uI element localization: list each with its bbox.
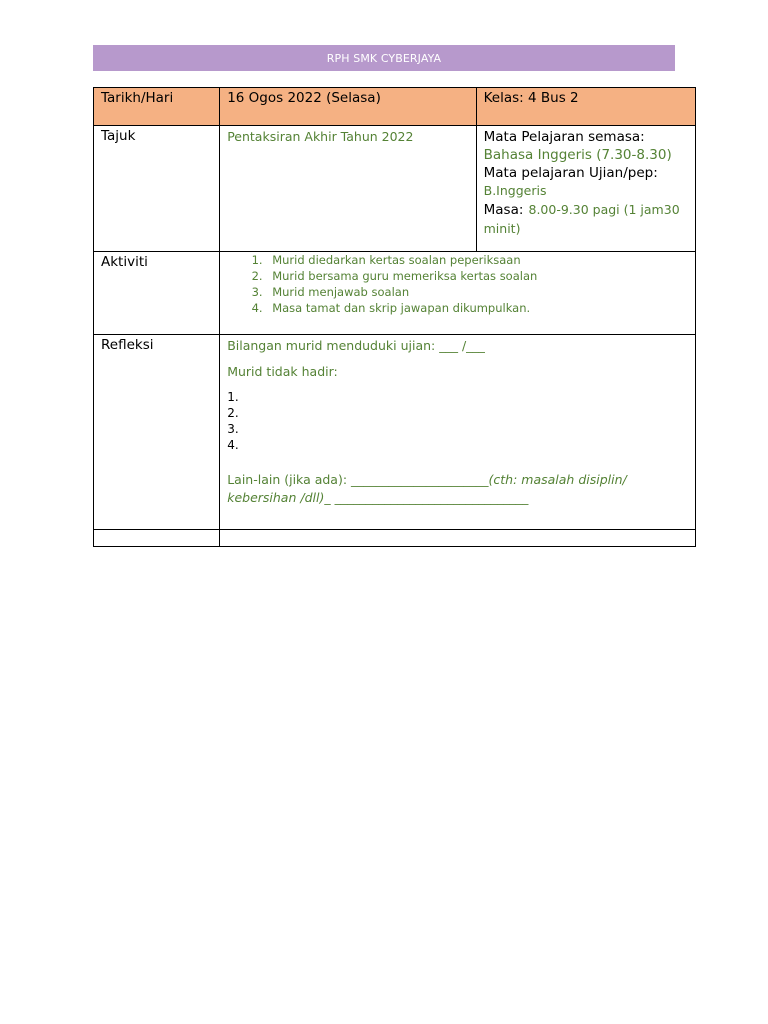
empty-cell	[94, 530, 220, 547]
attendance-count: Bilangan murid menduduki ujian: ___ /___	[227, 338, 485, 353]
other-notes	[227, 471, 688, 507]
time-value: 8.00-9.30 pagi (1 jam30 minit)	[483, 202, 680, 236]
tajuk-row	[94, 126, 696, 252]
banner-title: RPH SMK CYBERJAYA	[326, 51, 442, 65]
class-value: Kelas: 4 Bus 2	[483, 90, 579, 106]
aktiviti-item: 4. Masa tamat dan skrip jawapan dikumpulkan.	[266, 300, 695, 316]
class-cell	[476, 88, 695, 126]
subject-exam-value: B.Inggeris	[483, 183, 547, 198]
refleksi-cell	[220, 335, 696, 530]
subject-cell	[476, 126, 695, 252]
tajuk-value: Pentaksiran Akhir Tahun 2022	[227, 129, 414, 144]
aktiviti-row	[94, 252, 696, 335]
refleksi-label: Refleksi	[101, 337, 154, 353]
absent-item: 2.	[227, 406, 239, 420]
date-label: Tarikh/Hari	[101, 90, 174, 106]
subject-exam-label: Mata pelajaran Ujian/pep:	[483, 165, 658, 181]
absent-item: 4.	[227, 438, 239, 452]
tajuk-cell	[220, 126, 476, 252]
aktiviti-label-cell	[94, 252, 220, 335]
absent-label: Murid tidak hadir:	[227, 364, 338, 379]
rph-table	[93, 87, 696, 547]
aktiviti-item: 2. Murid bersama guru memeriksa kertas soalan	[266, 268, 695, 284]
time-label: Masa:	[483, 202, 524, 218]
subject-current-label: Mata Pelajaran semasa:	[483, 129, 645, 145]
absent-item: 1.	[227, 390, 239, 404]
aktiviti-cell	[220, 252, 696, 335]
empty-row	[94, 530, 696, 547]
refleksi-row	[94, 335, 696, 530]
absent-item: 3.	[227, 422, 239, 436]
document-banner	[93, 45, 675, 71]
aktiviti-item: 1. Murid diedarkan kertas soalan peperiksaan	[266, 252, 695, 268]
aktiviti-list	[220, 252, 695, 316]
other-example: (cth: masalah disiplin/ kebersihan /dll)	[227, 472, 627, 505]
date-value: 16 Ogos 2022 (Selasa)	[227, 90, 381, 106]
other-prefix: Lain-lain (jika ada): ______________________	[227, 472, 489, 487]
header-row	[94, 88, 696, 126]
date-label-cell	[94, 88, 220, 126]
subject-current-value: Bahasa Inggeris (7.30-8.30)	[483, 147, 672, 163]
time-line	[484, 200, 688, 238]
empty-cell	[220, 530, 696, 547]
date-cell	[220, 88, 476, 126]
aktiviti-label: Aktiviti	[101, 254, 148, 270]
refleksi-label-cell	[94, 335, 220, 530]
other-suffix: _ _______________________________	[324, 490, 529, 505]
absent-list	[227, 389, 688, 453]
tajuk-label-cell	[94, 126, 220, 252]
tajuk-label: Tajuk	[101, 128, 136, 144]
aktiviti-item: 3. Murid menjawab soalan	[266, 284, 695, 300]
